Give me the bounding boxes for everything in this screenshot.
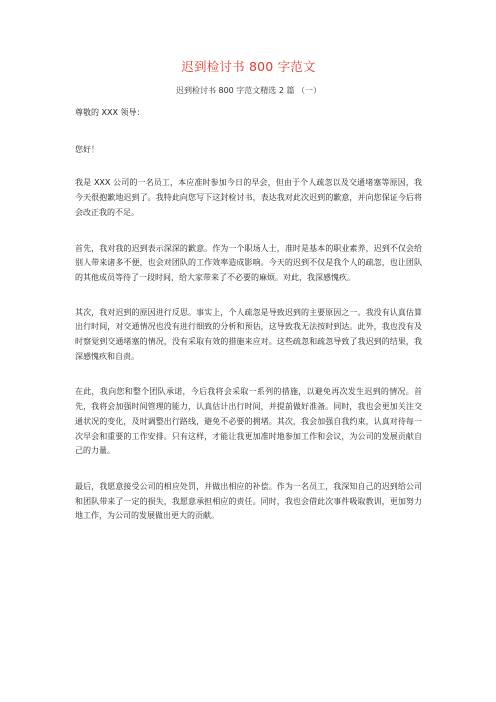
- salutation: 尊敬的 XXX 领导：: [75, 108, 145, 117]
- body-paragraph-5: 最后，我愿意接受公司的相应处罚，并做出相应的补偿。作为一名员工，我深知自己的迟到给公司和团队带来了一定的损失，我愿意承担相应的责任。同时，我也会借此次事件吸取教训，更加努力地工作，为公司的发展做出更大的贡献。: [75, 481, 422, 521]
- body-paragraph-2: 首先，我对我的迟到表示深深的歉意。作为一个职场人士，准时是基本的职业素养，迟到不仅会给别人带来诸多不便，也会对团队的工作效率造成影响。今天的迟到不仅是我个人的疏忽，也让团队的其他成员等待了一段时间，给大家带来了不必要的麻烦。对此，我深感愧疚。: [75, 243, 422, 282]
- body-paragraph-1: 我是 XXX 公司的一名员工，本应准时参加今日的早会，但由于个人疏忽以及交通堵塞等原因，我今天很抱歉地迟到了。我特此向您写下这封检讨书，表达我对此次迟到的歉意，并向您保证今后将会改正我的不足。: [75, 178, 422, 217]
- document-subtitle: 迟到检讨书 800 字范文精选 2 篇 （一）: [175, 86, 322, 95]
- document-title: 迟到检讨书 800 字范文: [181, 59, 316, 74]
- body-paragraph-4: 在此，我向您和整个团队承诺，今后我将会采取一系列的措施，以避免再次发生迟到的情况。首先，我将会加强时间管理的能力，认真估计出行时间，并提前做好准备。同时，我也会更加关注交通状况的变化，及时调整出行路线，避免不必要的拥堵。其次，我会加强自我约束，认真对待每一次早会和重要的工作安排。只有这样，才能让我更加准时地参加工作和会议，为公司的发展贡献自己的力量。: [75, 387, 422, 456]
- body-paragraph-3: 其次，我对迟到的原因进行反思。事实上，个人疏忽是导致迟到的主要原因之一。我没有认真估算出行时间，对交通情况也没有进行细致的分析和预估，这导致我无法按时到达。此外，我也没有及时察觉到交通堵塞的情况，没有采取有效的措施来应对。这些疏忽和疏忽导致了我迟到的结果，我深感愧疚和自责。: [75, 307, 422, 361]
- greeting: 您好！: [75, 144, 99, 154]
